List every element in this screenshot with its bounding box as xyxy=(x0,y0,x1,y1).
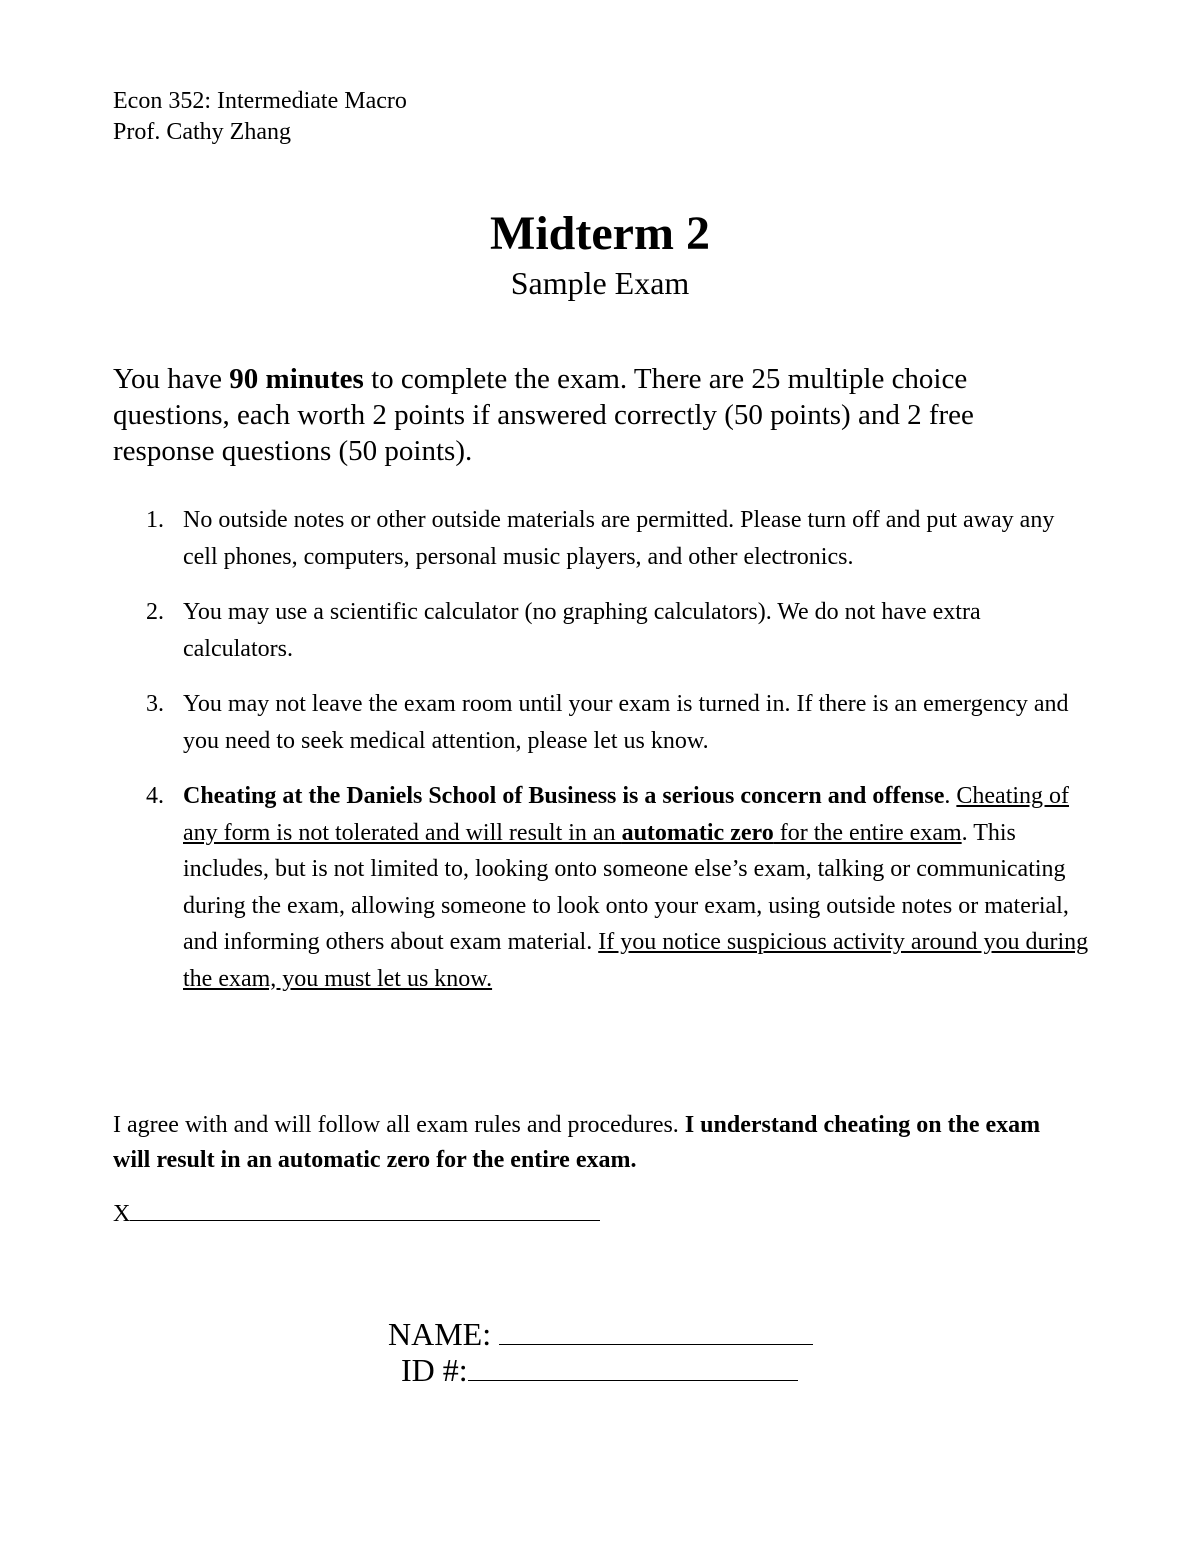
signature-prefix: X xyxy=(113,1201,131,1227)
rule-item-1 xyxy=(113,502,1093,575)
intro-post: to complete the exam. There are 25 multiple choice questions, each worth 2 points if answered correctly (50 points) and 2 free response questions (50 points). xyxy=(113,363,974,467)
rule-number: 4. xyxy=(146,783,164,809)
signature-field[interactable] xyxy=(113,1198,600,1229)
honor-agreement xyxy=(113,1108,1073,1178)
exam-instructions-intro xyxy=(113,361,1073,469)
rule-number: 3. xyxy=(146,691,164,717)
agreement-text: I agree with and will follow all exam rules and procedures. xyxy=(113,1112,685,1138)
zero-tolerance-text-a: Cheating of any form is not tolerated and will result in an xyxy=(183,783,1070,846)
title-block xyxy=(0,204,1200,302)
intro-time-limit: 90 minutes xyxy=(229,363,364,395)
id-label: ID #: xyxy=(401,1352,468,1388)
name-label: NAME: xyxy=(388,1316,500,1352)
rule-number: 1. xyxy=(146,507,164,533)
exam-rules-list xyxy=(113,502,1093,1016)
zero-tolerance-text-b: for the entire exam xyxy=(773,819,962,846)
professor-name: Prof. Cathy Zhang xyxy=(113,119,291,145)
rule-text: You may use a scientific calculator (no graphing calculators). We do not have extra calculators. xyxy=(183,599,981,662)
report-activity-text: If you notice suspicious activity around you during the exam, you must let us know. xyxy=(183,929,1089,992)
intro-pre: You have xyxy=(113,363,230,395)
automatic-zero-text: automatic zero xyxy=(621,819,774,846)
signature-line[interactable] xyxy=(130,1198,600,1221)
exam-title: Midterm 2 xyxy=(490,207,710,260)
cheating-statement: Cheating at the Daniels School of Business is a serious concern and offense xyxy=(183,783,945,809)
rule-item-3 xyxy=(113,686,1093,759)
rule-number: 2. xyxy=(146,599,164,625)
name-line[interactable] xyxy=(499,1318,813,1345)
rule-item-2 xyxy=(113,594,1093,667)
id-line[interactable] xyxy=(468,1354,798,1381)
course-header xyxy=(113,86,407,148)
rule-text: No outside notes or other outside materials are permitted. Please turn off and put away any cell phones, computers, personal music players, and other electronics. xyxy=(183,507,1055,570)
rule-text: You may not leave the exam room until your exam is turned in. If there is an emergency and you need to seek medical attention, please let us know. xyxy=(183,691,1069,754)
cheating-examples-text: . This includes, but is not limited to, looking onto someone else’s exam, talking or communicating during the exam, allowing someone to look onto your exam, using outside notes or material, and informing others about exam material. xyxy=(183,819,1069,955)
rule-period: . xyxy=(944,783,957,809)
id-field[interactable] xyxy=(401,1351,798,1389)
agreement-bold-text: I understand cheating on the exam will result in an automatic zero for the entire exam. xyxy=(113,1112,1041,1173)
name-field[interactable] xyxy=(388,1315,813,1353)
exam-subtitle: Sample Exam xyxy=(510,265,690,301)
course-name: Econ 352: Intermediate Macro xyxy=(113,88,407,114)
rule-item-4 xyxy=(113,778,1093,997)
